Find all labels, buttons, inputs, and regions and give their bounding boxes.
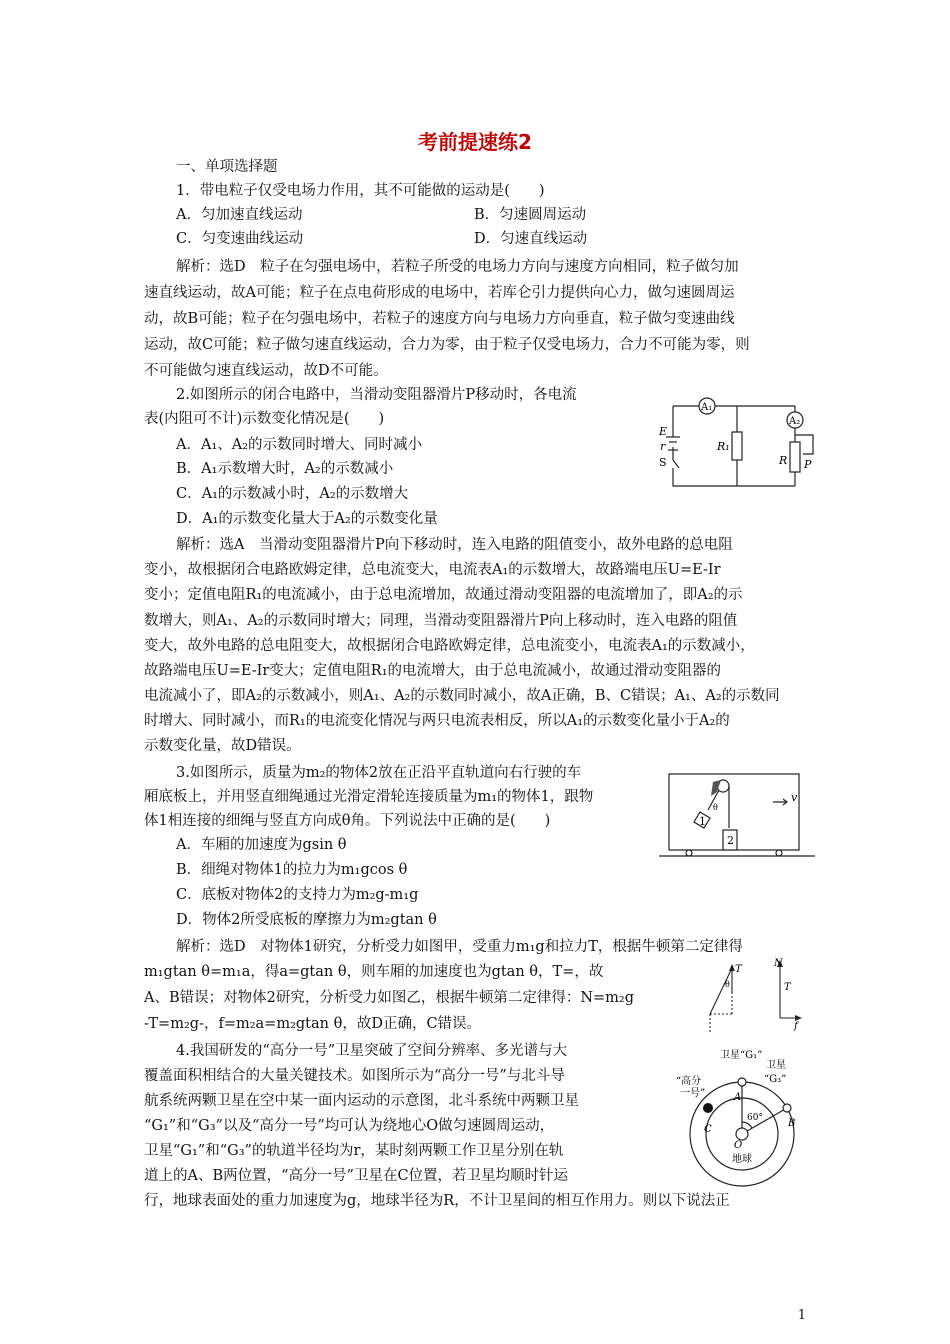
force-theta-label: θ — [725, 980, 730, 989]
q3-analysis-line: A、B错误；对物体2研究，分析受力如图乙，根据牛顿第二定律得：N=m₂g — [144, 990, 635, 1006]
slider-p-label: P — [804, 458, 812, 471]
q2-analysis-line: 故路端电压U=E-Ir变大；定值电阻R₁的电流增大，由于总电流减小，故通过滑动变阻器的 — [144, 663, 722, 679]
page-number: 1 — [797, 1308, 806, 1323]
point-b-label: B — [788, 1118, 796, 1129]
q2-option-c: C．A₁的示数减小时，A₂的示数增大 — [176, 486, 409, 502]
q2-analysis-line: 电流减小了，即A₂的示数减小，则A₁、A₂的示数同时减小，故A正确，B、C错误；A₁、A₂的示数同 — [144, 688, 780, 704]
earth-label: 地球 — [732, 1154, 752, 1165]
block-2-label: 2 — [727, 834, 734, 847]
point-c-label: C — [704, 1124, 712, 1135]
q3-stem-line: 3.如图所示，质量为m₂的物体2放在正沿平直轨道向右行驶的车 — [176, 765, 582, 781]
q2-analysis-line: 变小；定值电阻R₁的电流减小，由于总电流增加，故通过滑动变阻器的电流增加了，即A₂的示 — [144, 587, 743, 603]
q2-stem-line: 表(内阻可不计)示数变化情况是( ) — [144, 411, 385, 427]
cart-diagram — [655, 768, 825, 866]
q4-stem-line: “G₁”和“G₃”以及“高分一号”均可认为绕地心O做匀速圆周运动， — [144, 1118, 555, 1134]
resistor-r1-label: R₁ — [717, 440, 730, 453]
q2-analysis-line: 数增大，则A₁、A₂的示数同时增大；同理，当滑动变阻器滑片P向上移动时，连入电路的阻值 — [144, 613, 738, 629]
q4-stem-line: 卫星“G₁”和“G₃”的轨道半径均为r，某时刻两颗工作卫星分别在轨 — [144, 1143, 564, 1159]
q1-stem: 1．带电粒子仅受电场力作用，其不可能做的运动是( ) — [176, 183, 545, 199]
q4-stem-line: 航系统两颗卫星在空中某一面内运动的示意图，北斗系统中两颗卫星 — [144, 1093, 579, 1109]
q1-analysis-line: 动，故B可能；粒子在匀强电场中，若粒子的速度方向与电场力方向垂直，粒子做匀变速曲线 — [144, 311, 735, 327]
gaofen-label-2: 一号” — [680, 1088, 706, 1099]
gaofen-label: “高分 — [676, 1076, 702, 1087]
orbit-diagram — [668, 1042, 816, 1188]
angle-label: 60° — [747, 1113, 763, 1123]
q2-analysis-line: 示数变化量，故D错误。 — [144, 738, 301, 754]
q3-option-d: D．物体2所受底板的摩擦力为m₂gtan θ — [176, 912, 437, 928]
q4-stem-line: 行，地球表面处的重力加速度为g，地球半径为R，不计卫星间的相互作用力。则以下说法正 — [144, 1193, 730, 1209]
q1-option-a: A．匀加速直线运动 — [176, 207, 303, 223]
force-diagram — [692, 956, 812, 1036]
friction-label: f — [794, 1021, 798, 1032]
q4-stem-line: 4.我国研发的“高分一号”卫星突破了空间分辨率、多光谱与大 — [176, 1043, 568, 1059]
tension-t2-label: T — [784, 982, 791, 993]
g1-label: 卫星“G₁” — [720, 1050, 763, 1061]
ammeter-a1-label: A₁ — [701, 402, 713, 413]
q3-option-b: B．细绳对物体1的拉力为m₁gcos θ — [176, 862, 408, 878]
q2-analysis-line: 变小，故根据闭合电路欧姆定律，总电流变大，电流表A₁的示数增大，故路端电压U=E-Ir — [144, 562, 721, 578]
q1-option-b: B．匀速圆周运动 — [474, 207, 587, 223]
q2-analysis-line: 时增大、同时减小，而R₁的电流变化情况与两只电流表相反，所以A₁的示数变化量小于A₂的 — [144, 713, 730, 729]
q1-option-d: D．匀速直线运动 — [474, 231, 588, 247]
q3-analysis-line: 解析：选D 对物体1研究，分析受力如图甲，受重力m₁g和拉力T，根据牛顿第二定律得 — [176, 939, 743, 955]
q3-stem-line: 体1相连接的细绳与竖直方向成θ角。下列说法中正确的是( ) — [144, 813, 551, 829]
q2-analysis-line: 变大，故外电路的总电阻变大，故根据闭合电路欧姆定律，总电流变小，电流表A₁的示数减小， — [144, 638, 755, 654]
switch-label: S — [659, 456, 667, 469]
q2-option-a: A．A₁、A₂的示数同时增大、同时减小 — [176, 437, 423, 453]
q2-option-b: B．A₁示数增大时，A₂的示数减小 — [176, 461, 394, 477]
earth-center-label: O — [734, 1140, 743, 1151]
q1-analysis-line: 运动，故C可能；粒子做匀速直线运动，合力为零，由于粒子仅受电场力，合力不可能为零，则 — [144, 337, 750, 353]
q1-analysis-line: 解析：选D 粒子在匀强电场中，若粒子所受的电场力方向与速度方向相同，粒子做匀加 — [176, 259, 739, 275]
page-title: 考前提速练2 — [418, 130, 532, 154]
tension-t1-label: T — [735, 964, 742, 975]
q4-stem-line: 道上的A、B两位置，“高分一号”卫星在C位置，若卫星均顺时针运 — [144, 1168, 569, 1184]
q1-option-c: C．匀变速曲线运动 — [176, 231, 304, 247]
q3-stem-line: 厢底板上，并用竖直细绳通过光滑定滑轮连接质量为m₁的物体1，跟物 — [144, 789, 594, 805]
q1-analysis-line: 不可能做匀速直线运动，故D不可能。 — [144, 363, 388, 379]
section-heading: 一、单项选择题 — [176, 159, 278, 175]
circuit-diagram — [655, 392, 825, 492]
block-1-label: 1 — [699, 815, 706, 828]
q2-analysis-line: 解析：选A 当滑动变阻器滑片P向下移动时，连入电路的阻值变小，故外电路的总电阻 — [176, 537, 733, 553]
rheostat-label: R — [779, 454, 788, 467]
q3-analysis-line: m₁gtan θ=m₁a，得a=gtan θ，则车厢的加速度也为gtan θ，T=，故 — [144, 964, 604, 980]
point-a-label: A — [734, 1092, 742, 1103]
q4-stem-line: 覆盖面积相结合的大量关键技术。如图所示为“高分一号”与北斗导 — [144, 1068, 565, 1084]
ammeter-a2-label: A₂ — [789, 416, 801, 427]
q1-analysis-line: 速直线运动，故A可能；粒子在点电荷形成的电场中，若库仑引力提供向心力，做匀速圆周运 — [144, 285, 735, 301]
g3-label: “G₃” — [764, 1074, 787, 1085]
internal-resistance-label: r — [660, 440, 666, 453]
satellite-label: 卫星 — [766, 1060, 786, 1071]
q3-option-a: A．车厢的加速度为gsin θ — [176, 837, 347, 853]
velocity-label: v — [791, 791, 798, 804]
q2-stem-line: 2.如图所示的闭合电路中，当滑动变阻器滑片P移动时，各电流 — [176, 387, 577, 403]
q3-option-c: C．底板对物体2的支持力为m₂g-m₁g — [176, 887, 419, 903]
q2-option-d: D．A₁的示数变化量大于A₂的示数变化量 — [176, 511, 438, 527]
q3-analysis-line: -T=m₂g-，f=m₂a=m₂gtan θ，故D正确，C错误。 — [144, 1016, 482, 1032]
emf-label: E — [659, 425, 668, 438]
normal-force-label: N — [774, 958, 783, 969]
cart-theta-label: θ — [713, 803, 718, 812]
